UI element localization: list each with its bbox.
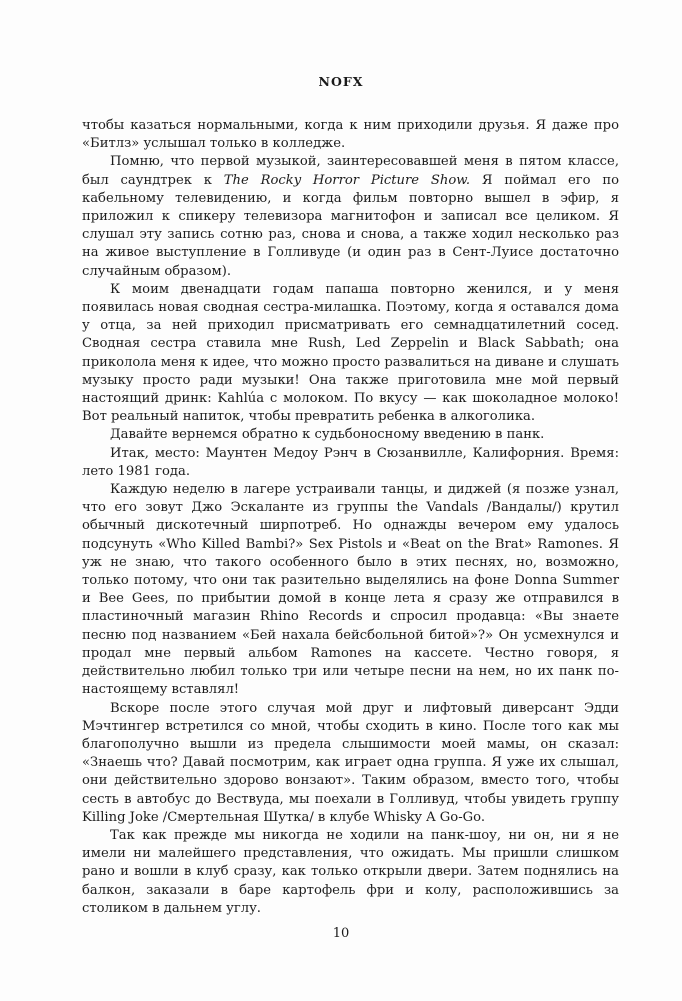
- page-number: 10: [332, 926, 350, 941]
- paragraph-1: чтобы казаться нормальными, когда к ним приходили друзья. Я даже про «Битлз» услышал только в колледже.: [82, 118, 619, 152]
- paragraph-2-before: Помню, что первой музыкой, заинтересовавшей меня в пятом классе, был саундтрек к: [82, 154, 619, 188]
- paragraph-6: Каждую неделю в лагере устраивали танцы, и диджей (я позже узнал, что его зовут Джо Эскаланте из группы the Vandals /Вандалы/) крутил обычный дискотечный ширпотреб. Но однажды вечером ему удалось подсунуть «Who Killed Bambi?» Sex Pistols и «Beat on the Brat» Ramones. Я уж не знаю, что такого особенного было в этих песнях, но, возможно, только потому, что они так разительно выделялись на фоне Donna Summer и Bee Gees, по прибытии домой в конце лета я сразу же отправился в пластиночный магазин Rhino Records и спросил продавца: «Вы знаете песню под названием «Бей нахала бейсбольной битой»?» Он усмехнулся и продал мне первый альбом Ramones на кассете. Честно говоря, я действительно любил только три или четыре песни на нем, но их панк по-настоящему вставлял!: [82, 482, 619, 698]
- paragraph-3: К моим двенадцати годам папаша повторно женился, и у меня появилась новая сводная сестра-милашка. Поэтому, когда я оставался дома у отца, за ней приходил присматривать его семнадцатилетний сосед. Сводная сестра ставила мне Rush, Led Zeppelin и Black Sabbath; она приколола меня к идее, что можно просто развалиться на диване и слушать музыку просто ради музыки! Она также приготовила мне мой первый настоящий дринк: Kahlúa с молоком. По вкусу — как шоколадное молоко! Вот реальный напиток, чтобы превратить ребенка в алкоголика.: [82, 281, 619, 425]
- paragraph-2: [82, 153, 619, 280]
- paragraph-8: Так как прежде мы никогда не ходили на панк-шоу, ни он, ни я не имели ни малейшего представления, что ожидать. Мы пришли слишком рано и вошли в клуб сразу, как только открыли двери. Затем поднялись на балкон, заказали в баре картофель фри и колу, расположившись за столиком в дальнем углу.: [82, 827, 619, 916]
- body-text: [82, 117, 619, 918]
- film-title: The Rocky Horror Picture Show.: [223, 172, 471, 188]
- paragraph-5: Итак, место: Маунтен Медоу Рэнч в Сюзанвилле, Калифорния. Время: лето 1981 года.: [82, 445, 619, 479]
- running-head-title: NOFX: [318, 74, 364, 89]
- paragraph-4: Давайте вернемся обратно к судьбоносному введению в панк.: [110, 427, 545, 443]
- paragraph-7: Вскоре после этого случая мой друг и лифтовый диверсант Эдди Мэчтингер встретился со мной, чтобы сходить в кино. После того как мы благополучно вышли из предела слышимости моей мамы, он сказал: «Знаешь что? Давай посмотрим, как играет одна группа. Я уже их слышал, они действительно здорово вонзают». Таким образом, вместо того, чтобы сесть в автобус до Вествуда, мы поехали в Голливуд, чтобы увидеть группу Killing Joke /Смертельная Шутка/ в клубе Whisky A Go-Go.: [82, 700, 619, 825]
- paragraph-2-after: Я поймал его по кабельному телевидению, и когда фильм повторно вышел в эфир, я приложил к спикеру телевизора магнитофон и записал все целиком. Я слушал эту запись сотню раз, снова и снова, а также ходил несколько раз на живое выступление в Голливуде (и один раз в Сент-Луисе достаточно случайным образом).: [82, 172, 619, 279]
